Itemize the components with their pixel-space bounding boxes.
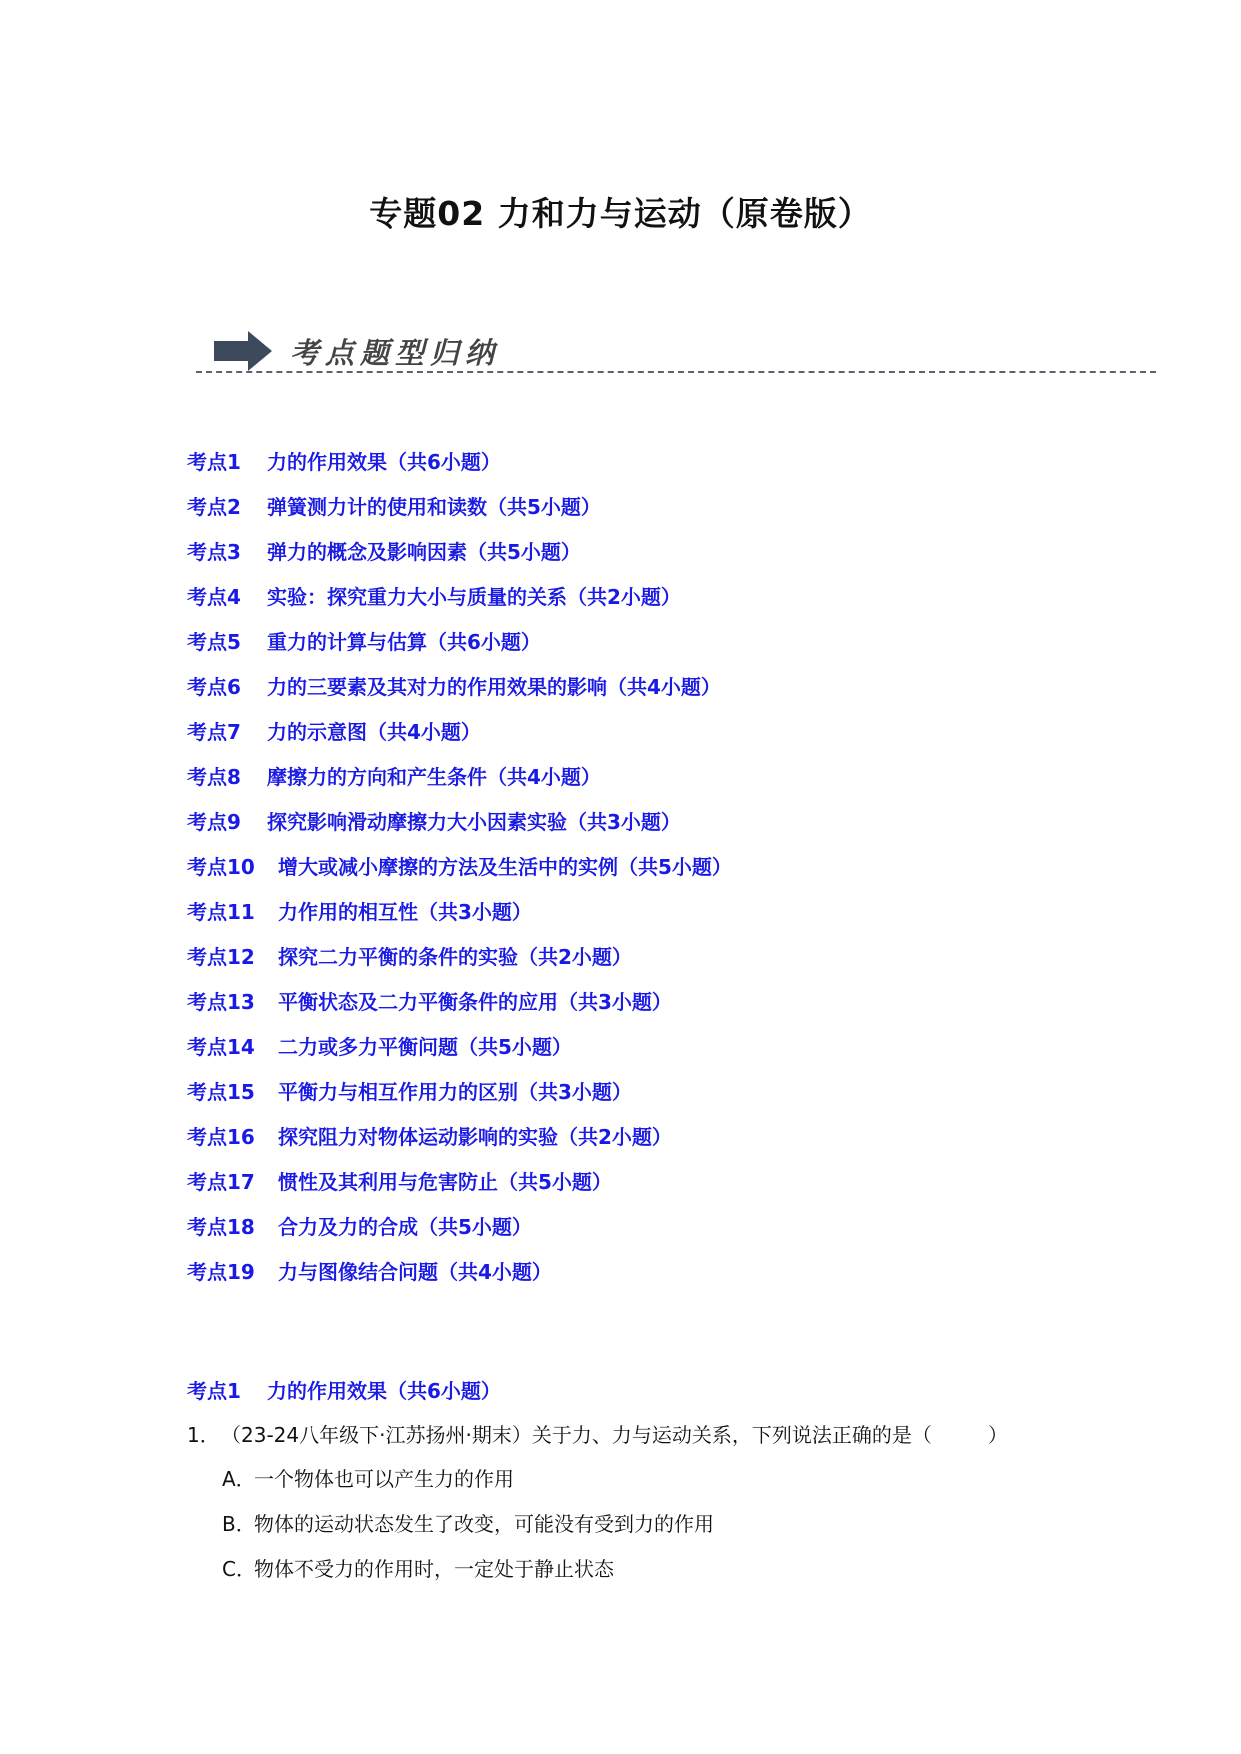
question-stem — [187, 1420, 1087, 1450]
section-header-label: 考点题型归纳 — [290, 336, 501, 370]
topic-title: 力的作用效果（共6小题） — [267, 1379, 501, 1403]
topic-number: 考点3 — [187, 540, 241, 564]
topic-number: 考点18 — [187, 1215, 255, 1239]
topic-1-heading — [187, 1375, 501, 1404]
topic-title: 力的三要素及其对力的作用效果的影响（共4小题） — [267, 675, 721, 699]
topic-number: 考点19 — [187, 1260, 255, 1284]
topic-title: 力与图像结合问题（共4小题） — [278, 1260, 552, 1284]
topic-title: 重力的计算与估算（共6小题） — [267, 630, 541, 654]
topic-item[interactable] — [187, 807, 732, 852]
option-letter: B． — [222, 1512, 256, 1536]
topic-item[interactable] — [187, 717, 732, 762]
topic-number: 考点6 — [187, 675, 241, 699]
topic-number: 考点15 — [187, 1080, 255, 1104]
topic-title: 合力及力的合成（共5小题） — [278, 1215, 532, 1239]
topic-item[interactable] — [187, 762, 732, 807]
topic-item[interactable] — [187, 1167, 732, 1212]
topic-item[interactable] — [187, 1122, 732, 1167]
answer-option-a[interactable] — [222, 1464, 1087, 1509]
option-letter: A． — [222, 1467, 256, 1491]
topic-number: 考点2 — [187, 495, 241, 519]
topic-number: 考点8 — [187, 765, 241, 789]
option-letter: C． — [222, 1557, 256, 1581]
answer-options — [222, 1464, 1087, 1599]
answer-option-c[interactable] — [222, 1554, 1087, 1599]
topic-title: 平衡力与相互作用力的区别（共3小题） — [278, 1080, 632, 1104]
topic-number: 考点7 — [187, 720, 241, 744]
topic-number: 考点1 — [187, 1379, 241, 1403]
topic-item[interactable] — [187, 1032, 732, 1077]
topic-item[interactable] — [187, 897, 732, 942]
answer-option-b[interactable] — [222, 1509, 1087, 1554]
right-arrow-icon — [214, 331, 272, 371]
topic-number: 考点4 — [187, 585, 241, 609]
topic-title: 二力或多力平衡问题（共5小题） — [278, 1035, 572, 1059]
option-text: 物体的运动状态发生了改变，可能没有受到力的作用 — [254, 1512, 714, 1536]
topic-item[interactable] — [187, 582, 732, 627]
topic-number: 考点13 — [187, 990, 255, 1014]
topic-title: 增大或减小摩擦的方法及生活中的实例（共5小题） — [278, 855, 732, 879]
topic-number: 考点11 — [187, 900, 255, 924]
topic-title: 弹簧测力计的使用和读数（共5小题） — [267, 495, 601, 519]
topic-item[interactable] — [187, 852, 732, 897]
option-text: 一个物体也可以产生力的作用 — [254, 1467, 514, 1491]
topic-number: 考点10 — [187, 855, 255, 879]
topic-number: 考点1 — [187, 450, 241, 474]
topic-list — [187, 447, 732, 1302]
question-text-close: ） — [987, 1423, 1008, 1447]
question-1 — [187, 1420, 1087, 1599]
topic-title: 实验：探究重力大小与质量的关系（共2小题） — [267, 585, 681, 609]
topic-item[interactable] — [187, 672, 732, 717]
topic-title: 力的示意图（共4小题） — [267, 720, 481, 744]
topic-item[interactable] — [187, 447, 732, 492]
topic-item[interactable] — [187, 1077, 732, 1122]
topic-number: 考点14 — [187, 1035, 255, 1059]
question-text: （23-24八年级下·江苏扬州·期末）关于力、力与运动关系，下列说法正确的是（ — [221, 1423, 932, 1447]
topic-number: 考点5 — [187, 630, 241, 654]
topic-title: 惯性及其利用与危害防止（共5小题） — [278, 1170, 612, 1194]
topic-title: 探究二力平衡的条件的实验（共2小题） — [278, 945, 632, 969]
question-number: 1． — [187, 1423, 220, 1447]
topic-title: 力的作用效果（共6小题） — [267, 450, 501, 474]
topic-item[interactable] — [187, 942, 732, 987]
topic-title: 探究阻力对物体运动影响的实验（共2小题） — [278, 1125, 672, 1149]
topic-item[interactable] — [187, 537, 732, 582]
section-header — [196, 327, 1156, 377]
topic-title: 弹力的概念及影响因素（共5小题） — [267, 540, 581, 564]
topic-number: 考点9 — [187, 810, 241, 834]
topic-item[interactable] — [187, 1257, 732, 1302]
topic-title: 探究影响滑动摩擦力大小因素实验（共3小题） — [267, 810, 681, 834]
topic-title: 摩擦力的方向和产生条件（共4小题） — [267, 765, 601, 789]
topic-number: 考点17 — [187, 1170, 255, 1194]
topic-item[interactable] — [187, 627, 732, 672]
topic-number: 考点12 — [187, 945, 255, 969]
section-header-divider — [196, 371, 1156, 373]
topic-number: 考点16 — [187, 1125, 255, 1149]
topic-title: 平衡状态及二力平衡条件的应用（共3小题） — [278, 990, 672, 1014]
topic-item[interactable] — [187, 1212, 732, 1257]
option-text: 物体不受力的作用时，一定处于静止状态 — [254, 1557, 614, 1581]
topic-item[interactable] — [187, 492, 732, 537]
topic-title: 力作用的相互性（共3小题） — [278, 900, 532, 924]
topic-item[interactable] — [187, 987, 732, 1032]
document-title: 专题02 力和力与运动（原卷版） — [369, 194, 872, 233]
